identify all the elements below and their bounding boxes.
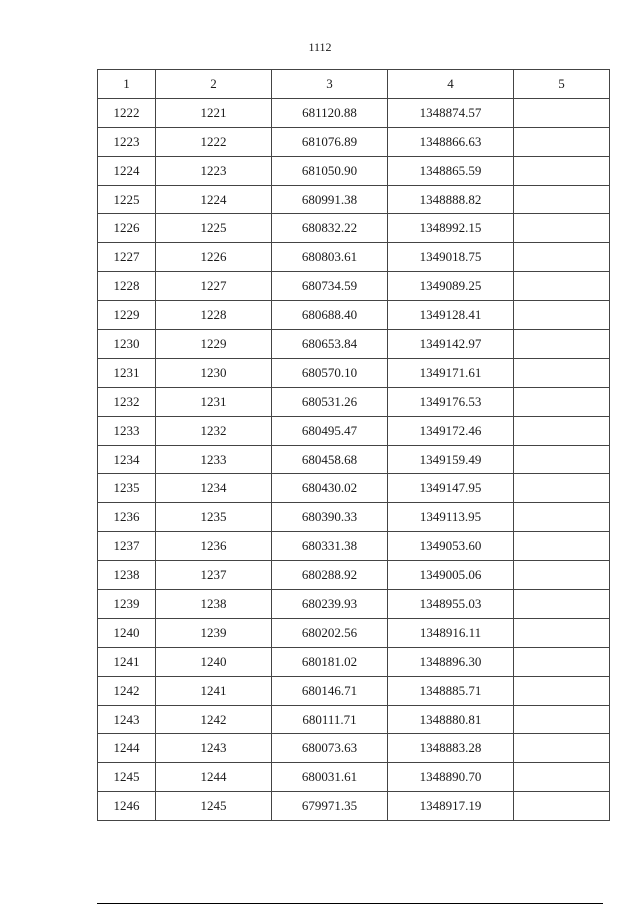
header-row	[98, 70, 610, 99]
table-cell-col-5	[514, 156, 610, 185]
column-header-5: 5	[514, 70, 610, 99]
table-cell-col-4: 1349113.95	[388, 503, 514, 532]
table-cell-col-5	[514, 676, 610, 705]
table-cell-col-2: 1231	[156, 387, 272, 416]
table-cell-col-3: 680991.38	[272, 185, 388, 214]
table-cell-col-4: 1348880.81	[388, 705, 514, 734]
table-body	[98, 98, 610, 820]
table-cell-col-1: 1238	[98, 561, 156, 590]
table-cell-col-4: 1348992.15	[388, 214, 514, 243]
table-cell-col-2: 1234	[156, 474, 272, 503]
table-cell-col-1: 1240	[98, 618, 156, 647]
table-cell-col-5	[514, 561, 610, 590]
table-cell-col-3: 680688.40	[272, 301, 388, 330]
table-cell-col-5	[514, 301, 610, 330]
table-cell-col-4: 1348890.70	[388, 763, 514, 792]
table-cell-col-3: 680288.92	[272, 561, 388, 590]
table-cell-col-5	[514, 647, 610, 676]
table-cell-col-3: 680111.71	[272, 705, 388, 734]
table-cell-col-3: 681050.90	[272, 156, 388, 185]
table-row	[98, 387, 610, 416]
table-cell-col-5	[514, 618, 610, 647]
table-cell-col-2: 1241	[156, 676, 272, 705]
column-header-1: 1	[98, 70, 156, 99]
table-cell-col-2: 1228	[156, 301, 272, 330]
page-number: 1112	[308, 40, 332, 54]
table-cell-col-3: 681076.89	[272, 127, 388, 156]
table-cell-col-5	[514, 532, 610, 561]
table-cell-col-3: 681120.88	[272, 98, 388, 127]
table-cell-col-3: 680832.22	[272, 214, 388, 243]
column-header-4: 4	[388, 70, 514, 99]
table-cell-col-4: 1349018.75	[388, 243, 514, 272]
table-cell-col-2: 1233	[156, 445, 272, 474]
table-cell-col-1: 1222	[98, 98, 156, 127]
table-cell-col-4: 1349053.60	[388, 532, 514, 561]
table-cell-col-2: 1245	[156, 792, 272, 821]
table-cell-col-1: 1229	[98, 301, 156, 330]
table-row	[98, 532, 610, 561]
footer-rule	[97, 903, 603, 904]
table-row	[98, 445, 610, 474]
table-row	[98, 416, 610, 445]
table-cell-col-1: 1228	[98, 272, 156, 301]
table-cell-col-3: 680531.26	[272, 387, 388, 416]
table-cell-col-3: 680073.63	[272, 734, 388, 763]
table-cell-col-2: 1221	[156, 98, 272, 127]
table-cell-col-3: 680331.38	[272, 532, 388, 561]
table-cell-col-4: 1348883.28	[388, 734, 514, 763]
table-cell-col-3: 680570.10	[272, 358, 388, 387]
table-cell-col-2: 1239	[156, 618, 272, 647]
table-cell-col-1: 1232	[98, 387, 156, 416]
table-cell-col-4: 1349147.95	[388, 474, 514, 503]
table-cell-col-3: 680653.84	[272, 330, 388, 359]
table-cell-col-4: 1348866.63	[388, 127, 514, 156]
table-cell-col-2: 1244	[156, 763, 272, 792]
table-row	[98, 734, 610, 763]
column-header-2: 2	[156, 70, 272, 99]
table-cell-col-4: 1348865.59	[388, 156, 514, 185]
table-cell-col-3: 680495.47	[272, 416, 388, 445]
table-cell-col-5	[514, 98, 610, 127]
table-cell-col-5	[514, 243, 610, 272]
table-cell-col-5	[514, 445, 610, 474]
table-cell-col-1: 1225	[98, 185, 156, 214]
table-row	[98, 763, 610, 792]
table-cell-col-2: 1230	[156, 358, 272, 387]
table-cell-col-1: 1244	[98, 734, 156, 763]
table-cell-col-1: 1246	[98, 792, 156, 821]
table-cell-col-3: 680430.02	[272, 474, 388, 503]
table-cell-col-4: 1349176.53	[388, 387, 514, 416]
table-cell-col-1: 1226	[98, 214, 156, 243]
table-cell-col-2: 1237	[156, 561, 272, 590]
table-cell-col-5	[514, 358, 610, 387]
table-cell-col-2: 1225	[156, 214, 272, 243]
table-cell-col-3: 680202.56	[272, 618, 388, 647]
table-cell-col-1: 1230	[98, 330, 156, 359]
table-cell-col-5	[514, 792, 610, 821]
table-cell-col-5	[514, 416, 610, 445]
table-cell-col-3: 680734.59	[272, 272, 388, 301]
table-cell-col-1: 1242	[98, 676, 156, 705]
table-cell-col-4: 1348874.57	[388, 98, 514, 127]
table-cell-col-5	[514, 387, 610, 416]
table-row	[98, 272, 610, 301]
coordinates-table	[97, 69, 610, 821]
table-cell-col-2: 1232	[156, 416, 272, 445]
table-cell-col-4: 1349159.49	[388, 445, 514, 474]
table-cell-col-1: 1236	[98, 503, 156, 532]
table-row	[98, 127, 610, 156]
table-row	[98, 676, 610, 705]
table-row	[98, 185, 610, 214]
table-cell-col-3: 679971.35	[272, 792, 388, 821]
table-row	[98, 618, 610, 647]
table-cell-col-4: 1349128.41	[388, 301, 514, 330]
table-cell-col-5	[514, 734, 610, 763]
table-cell-col-5	[514, 705, 610, 734]
table-cell-col-2: 1229	[156, 330, 272, 359]
table-cell-col-4: 1349142.97	[388, 330, 514, 359]
table-row	[98, 301, 610, 330]
table-cell-col-2: 1242	[156, 705, 272, 734]
table-row	[98, 503, 610, 532]
table-cell-col-4: 1348955.03	[388, 590, 514, 619]
table-cell-col-1: 1241	[98, 647, 156, 676]
table-cell-col-3: 680390.33	[272, 503, 388, 532]
table-cell-col-2: 1243	[156, 734, 272, 763]
table-header	[98, 70, 610, 99]
table-cell-col-2: 1236	[156, 532, 272, 561]
table-cell-col-4: 1348888.82	[388, 185, 514, 214]
table-row	[98, 214, 610, 243]
table-cell-col-2: 1227	[156, 272, 272, 301]
table-cell-col-2: 1224	[156, 185, 272, 214]
table-cell-col-1: 1224	[98, 156, 156, 185]
table-row	[98, 474, 610, 503]
table-cell-col-4: 1348885.71	[388, 676, 514, 705]
table-cell-col-3: 680031.61	[272, 763, 388, 792]
table-row	[98, 156, 610, 185]
table-row	[98, 358, 610, 387]
table-cell-col-1: 1227	[98, 243, 156, 272]
table-cell-col-5	[514, 214, 610, 243]
table-cell-col-3: 680146.71	[272, 676, 388, 705]
table-cell-col-3: 680239.93	[272, 590, 388, 619]
table-cell-col-2: 1223	[156, 156, 272, 185]
table-cell-col-4: 1349171.61	[388, 358, 514, 387]
table-cell-col-3: 680181.02	[272, 647, 388, 676]
table-cell-col-4: 1349172.46	[388, 416, 514, 445]
table-cell-col-5	[514, 763, 610, 792]
table-cell-col-3: 680803.61	[272, 243, 388, 272]
table-cell-col-5	[514, 185, 610, 214]
table-row	[98, 561, 610, 590]
table-cell-col-1: 1235	[98, 474, 156, 503]
table-row	[98, 792, 610, 821]
table-cell-col-5	[514, 474, 610, 503]
table-cell-col-4: 1348916.11	[388, 618, 514, 647]
table-cell-col-1: 1239	[98, 590, 156, 619]
table-cell-col-1: 1223	[98, 127, 156, 156]
table-row	[98, 705, 610, 734]
table-cell-col-4: 1348917.19	[388, 792, 514, 821]
table-cell-col-1: 1231	[98, 358, 156, 387]
table-cell-col-1: 1233	[98, 416, 156, 445]
table-cell-col-4: 1348896.30	[388, 647, 514, 676]
table-cell-col-2: 1222	[156, 127, 272, 156]
table-cell-col-4: 1349089.25	[388, 272, 514, 301]
table-cell-col-5	[514, 590, 610, 619]
table-cell-col-1: 1245	[98, 763, 156, 792]
table-cell-col-5	[514, 330, 610, 359]
table-cell-col-1: 1234	[98, 445, 156, 474]
table-row	[98, 590, 610, 619]
table-cell-col-4: 1349005.06	[388, 561, 514, 590]
table-cell-col-2: 1226	[156, 243, 272, 272]
table-cell-col-1: 1243	[98, 705, 156, 734]
table-cell-col-5	[514, 272, 610, 301]
table-cell-col-5	[514, 503, 610, 532]
table-row	[98, 330, 610, 359]
table-row	[98, 98, 610, 127]
table-row	[98, 243, 610, 272]
table-cell-col-2: 1238	[156, 590, 272, 619]
table-cell-col-5	[514, 127, 610, 156]
table-row	[98, 647, 610, 676]
table-cell-col-2: 1240	[156, 647, 272, 676]
column-header-3: 3	[272, 70, 388, 99]
table-cell-col-3: 680458.68	[272, 445, 388, 474]
table-cell-col-2: 1235	[156, 503, 272, 532]
table-cell-col-1: 1237	[98, 532, 156, 561]
